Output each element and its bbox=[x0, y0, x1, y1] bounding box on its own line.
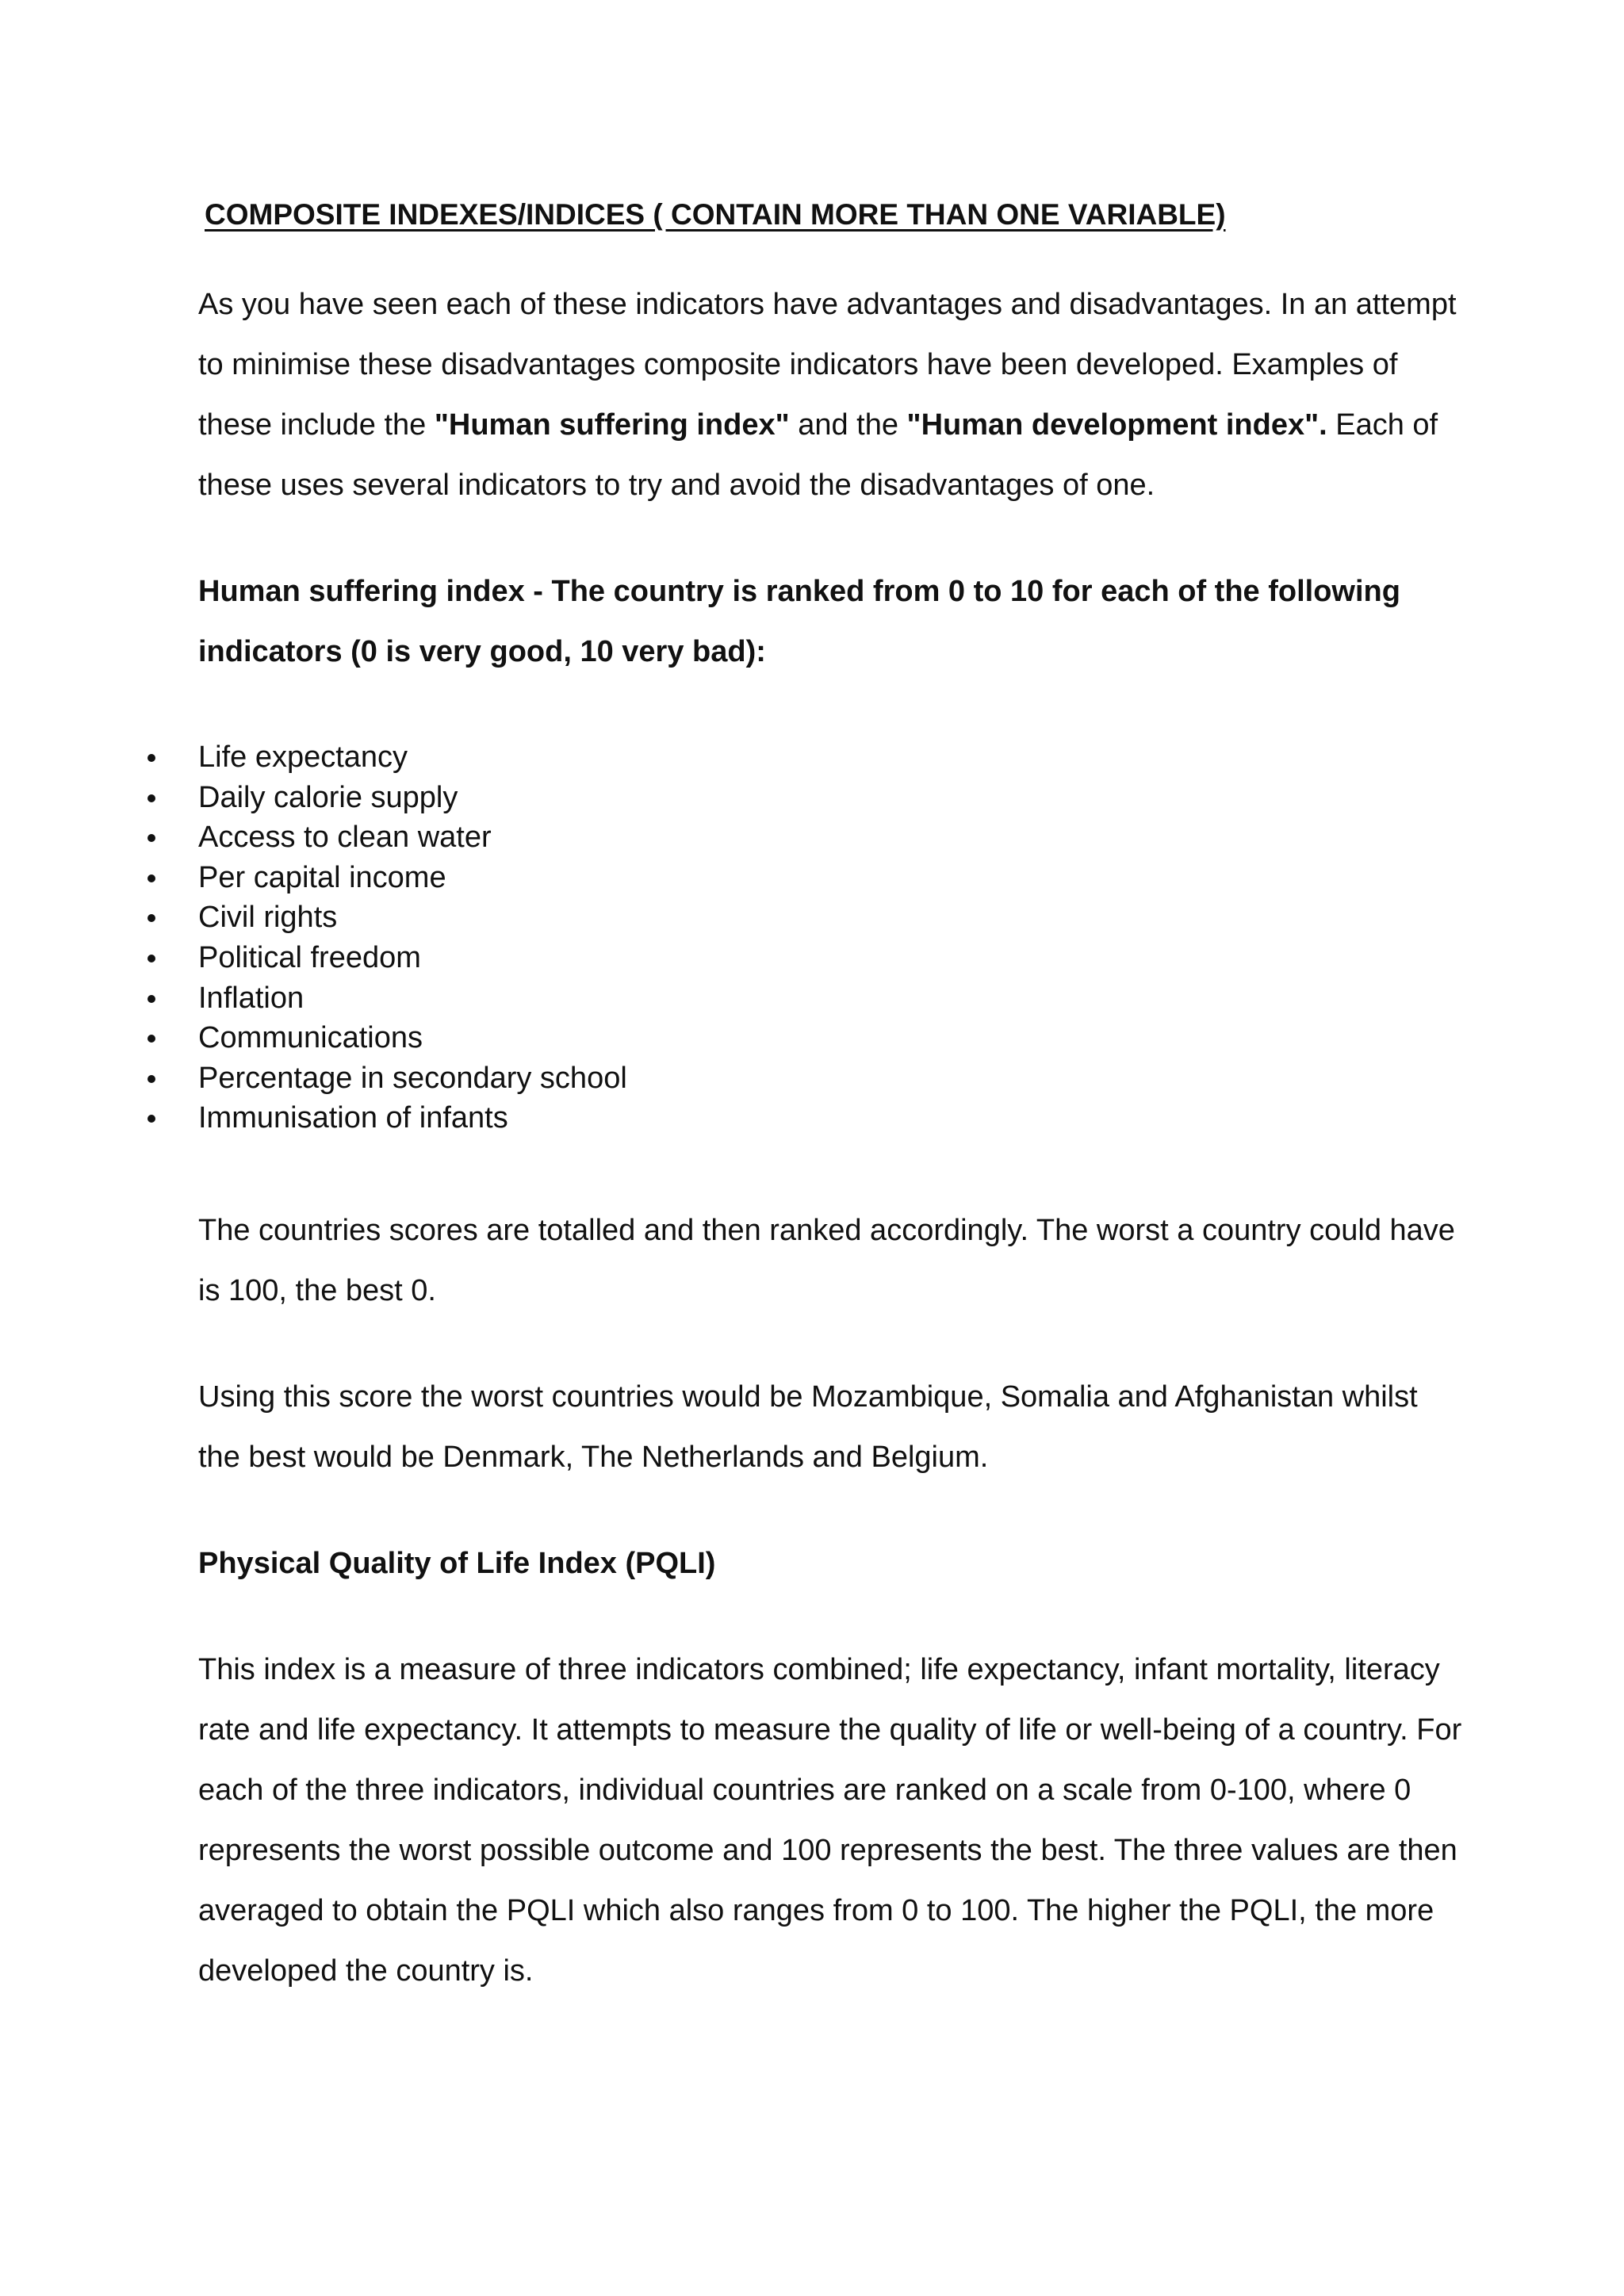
intro-bold-hsi: "Human suffering index" bbox=[434, 408, 790, 442]
bullet-icon bbox=[147, 794, 155, 802]
list-item-label: Civil rights bbox=[198, 901, 338, 935]
list-item bbox=[0, 778, 952, 818]
intro-text-3: Each of these uses several indicators to try and avoid the disadvantages of one. bbox=[198, 408, 1438, 502]
hsi-heading: Human suffering index - The country is ranked from 0 to 10 for each of the following indicators (0 is very good, 10 very bad): bbox=[198, 575, 1400, 668]
bullet-icon bbox=[147, 1115, 155, 1123]
list-item bbox=[0, 978, 952, 1019]
bullet-icon bbox=[147, 1035, 155, 1043]
list-item-label: Communications bbox=[198, 1021, 423, 1055]
intro-paragraph bbox=[198, 274, 1467, 515]
list-item-label: Political freedom bbox=[198, 940, 421, 974]
list-item-label: Per capital income bbox=[198, 860, 446, 894]
list-item bbox=[0, 1058, 952, 1099]
list-item bbox=[0, 1098, 952, 1138]
list-item bbox=[0, 1018, 952, 1058]
bullet-icon bbox=[147, 1075, 155, 1083]
list-item bbox=[0, 938, 952, 978]
bullet-icon bbox=[147, 995, 155, 1003]
worst-best-paragraph: Using this score the worst countries would be Mozambique, Somalia and Afghanistan whilst the best would be Denmark, The Netherlands and Belgium. bbox=[198, 1380, 1418, 1474]
intro-bold-hdi: "Human development index". bbox=[906, 408, 1327, 442]
list-item-label: Immunisation of infants bbox=[198, 1101, 508, 1135]
list-item bbox=[0, 737, 952, 778]
indicator-list bbox=[0, 737, 952, 1138]
list-item-label: Access to clean water bbox=[198, 821, 492, 855]
list-item-label: Percentage in secondary school bbox=[198, 1061, 627, 1095]
list-item-label: Daily calorie supply bbox=[198, 780, 458, 814]
list-item-label: Life expectancy bbox=[198, 740, 408, 774]
pqli-paragraph: This index is a measure of three indicators combined; life expectancy, infant mortality, literacy rate and life expectancy. It attempts to measure the quality of life or well-being of a country. For each of the three indicators, individual countries are ranked on a scale from 0-100, where 0 represents the worst possible outcome and 100 represents the best. The three values are then averaged to obtain the PQLI which also ranges from 0 to 100. The higher the PQLI, the more developed the country is. bbox=[198, 1653, 1462, 1988]
pqli-heading: Physical Quality of Life Index (PQLI) bbox=[198, 1547, 716, 1580]
bullet-icon bbox=[147, 955, 155, 962]
list-item bbox=[0, 897, 952, 938]
list-item bbox=[0, 817, 952, 858]
bullet-icon bbox=[147, 914, 155, 922]
bullet-icon bbox=[147, 754, 155, 762]
list-item bbox=[0, 858, 952, 898]
bullet-icon bbox=[147, 834, 155, 842]
intro-text-2: and the bbox=[789, 408, 907, 442]
intro-text-1: As you have seen each of these indicators have advantages and disadvantages. In an attempt to minimise these disadvantages composite indicators have been developed. Examples of these include the bbox=[198, 288, 1457, 442]
page-heading: COMPOSITE INDEXES/INDICES ( CONTAIN MORE THAN ONE VARIABLE) bbox=[205, 198, 1226, 231]
bullet-icon bbox=[147, 874, 155, 882]
scores-paragraph: The countries scores are totalled and then ranked accordingly. The worst a country could have is 100, the best 0. bbox=[198, 1214, 1455, 1307]
list-item-label: Inflation bbox=[198, 981, 304, 1015]
